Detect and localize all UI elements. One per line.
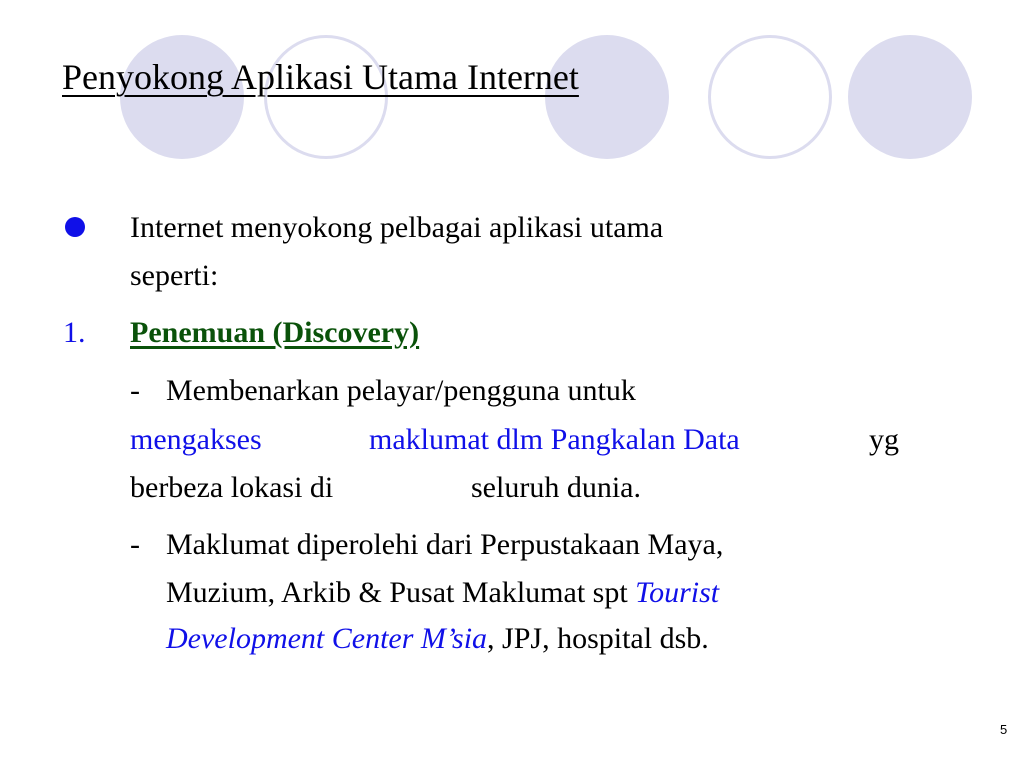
sub2-line-2-b: Tourist xyxy=(635,576,720,609)
intro-line-2: seperti: xyxy=(130,259,219,292)
sub1-line-2-a: mengakses xyxy=(130,423,262,456)
page-number: 5 xyxy=(1000,722,1008,737)
sub1-line-3-a: berbeza lokasi di xyxy=(130,471,334,504)
sub2-line-3-b: , JPJ, hospital dsb. xyxy=(487,622,709,655)
sub1-line-1: Membenarkan pelayar/pengguna untuk xyxy=(166,374,636,407)
sub1-line-2-b: maklumat dlm Pangkalan Data xyxy=(369,423,740,456)
slide-title: Penyokong Aplikasi Utama Internet xyxy=(62,57,579,97)
sub1-dash: - xyxy=(130,374,140,407)
sub1-line-2-c: yg xyxy=(869,423,899,456)
item-number: 1. xyxy=(63,316,86,349)
discovery-link[interactable]: Penemuan (Discovery) xyxy=(130,316,420,349)
intro-line-1: Internet menyokong pelbagai aplikasi utama xyxy=(130,211,664,244)
sub2-dash: - xyxy=(130,528,140,561)
decorative-circle-4 xyxy=(708,35,832,159)
decorative-circle-5 xyxy=(848,35,972,159)
sub1-line-3-b: seluruh dunia. xyxy=(471,471,641,504)
sub2-line-3-a: Development Center M’sia xyxy=(166,622,488,655)
bullet-icon xyxy=(65,217,85,237)
sub2-line-1: Maklumat diperolehi dari Perpustakaan Maya, xyxy=(166,528,724,561)
sub2-line-2-a: Muzium, Arkib & Pusat Maklumat spt xyxy=(166,576,628,609)
